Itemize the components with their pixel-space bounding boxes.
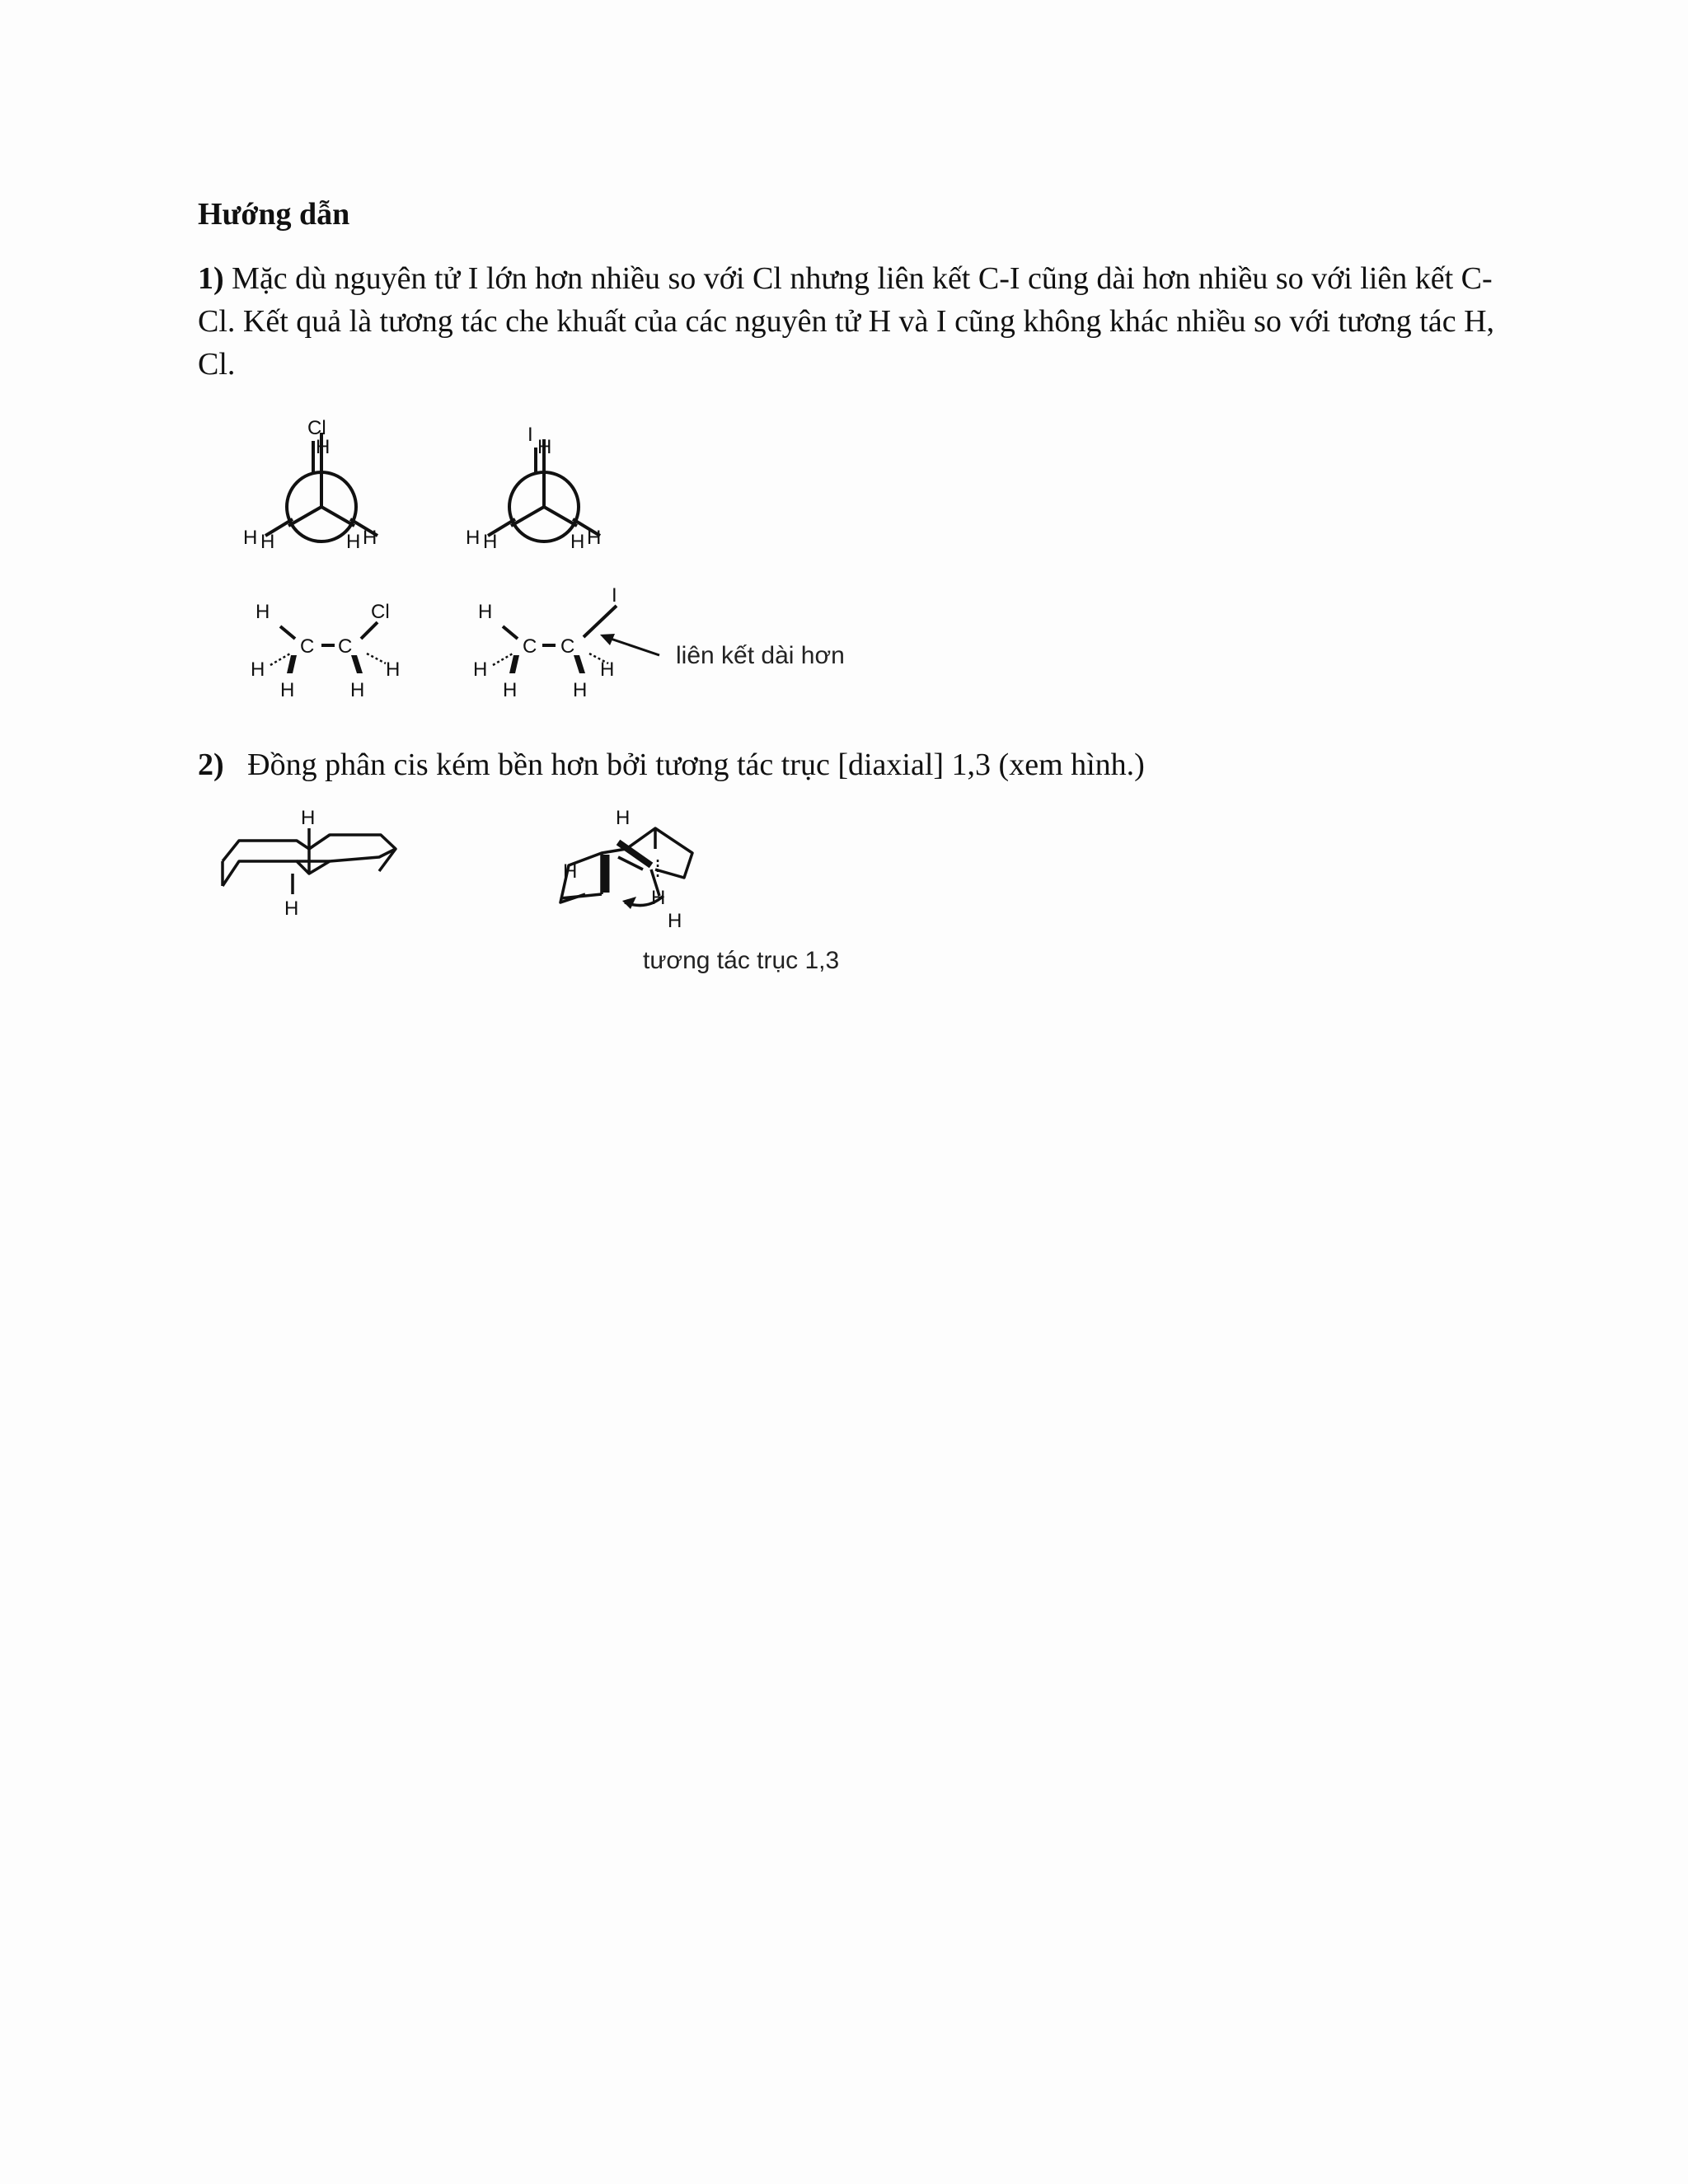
atom-label: H — [256, 601, 270, 623]
atom-label: H — [573, 679, 588, 701]
atom-label: C — [300, 635, 315, 658]
figure-1-newman-projections — [231, 416, 874, 721]
answer-1-number: 1) — [198, 261, 224, 296]
atom-label: C — [523, 635, 537, 658]
atom-label: Cl — [371, 601, 390, 623]
atom-label: H — [350, 679, 365, 701]
atom-label: H — [251, 658, 265, 681]
interaction-caption: tương tác trục 1,3 — [643, 947, 840, 974]
heading: Hướng dẫn — [198, 197, 350, 232]
arrow-label: liên kết dài hơn — [676, 642, 845, 669]
atom-label: H — [243, 527, 258, 549]
atom-label: H — [537, 436, 552, 458]
answer-2-number: 2) — [198, 748, 224, 782]
atom-label: I — [612, 584, 617, 607]
atom-label: H — [570, 531, 585, 553]
atom-label: H — [260, 531, 275, 553]
atom-label: H — [651, 887, 666, 909]
atom-label: Cl — [307, 417, 326, 439]
atom-label: H — [386, 658, 401, 681]
answer-2 — [198, 743, 1500, 786]
atom-label: H — [363, 527, 377, 549]
atom-label: I — [528, 424, 533, 446]
atom-label: H — [316, 436, 331, 458]
answer-1 — [198, 257, 1500, 386]
answer-2-text: Đồng phân cis kém bền hơn bởi tương tác trục [diaxial] 1,3 (xem hình.) — [247, 748, 1145, 782]
atom-label: H — [563, 860, 578, 883]
atom-label: H — [466, 527, 481, 549]
atom-label: H — [301, 807, 316, 829]
figure-2-conformations — [206, 804, 865, 985]
atom-label: H — [346, 531, 361, 553]
atom-label: H — [478, 601, 493, 623]
atom-label: H — [503, 679, 518, 701]
atom-label: H — [616, 807, 631, 829]
atom-label: H — [483, 531, 498, 553]
answer-1-text: Mặc dù nguyên tử I lớn hơn nhiều so với Cl nhưng liên kết C-I cũng dài hơn nhiều so với liên kết C-Cl. Kết quả là tương tác che khuất của các nguyên tử H và I cũng không khác nhiều so với tương tác H, Cl. — [198, 261, 1495, 382]
atom-label: H — [587, 527, 602, 549]
atom-label: H — [473, 658, 488, 681]
atom-label: H — [280, 679, 295, 701]
atom-label: H — [284, 898, 299, 920]
atom-label: H — [668, 910, 682, 932]
atom-label: H — [600, 658, 615, 681]
atom-label: C — [560, 635, 575, 658]
atom-label: C — [338, 635, 353, 658]
